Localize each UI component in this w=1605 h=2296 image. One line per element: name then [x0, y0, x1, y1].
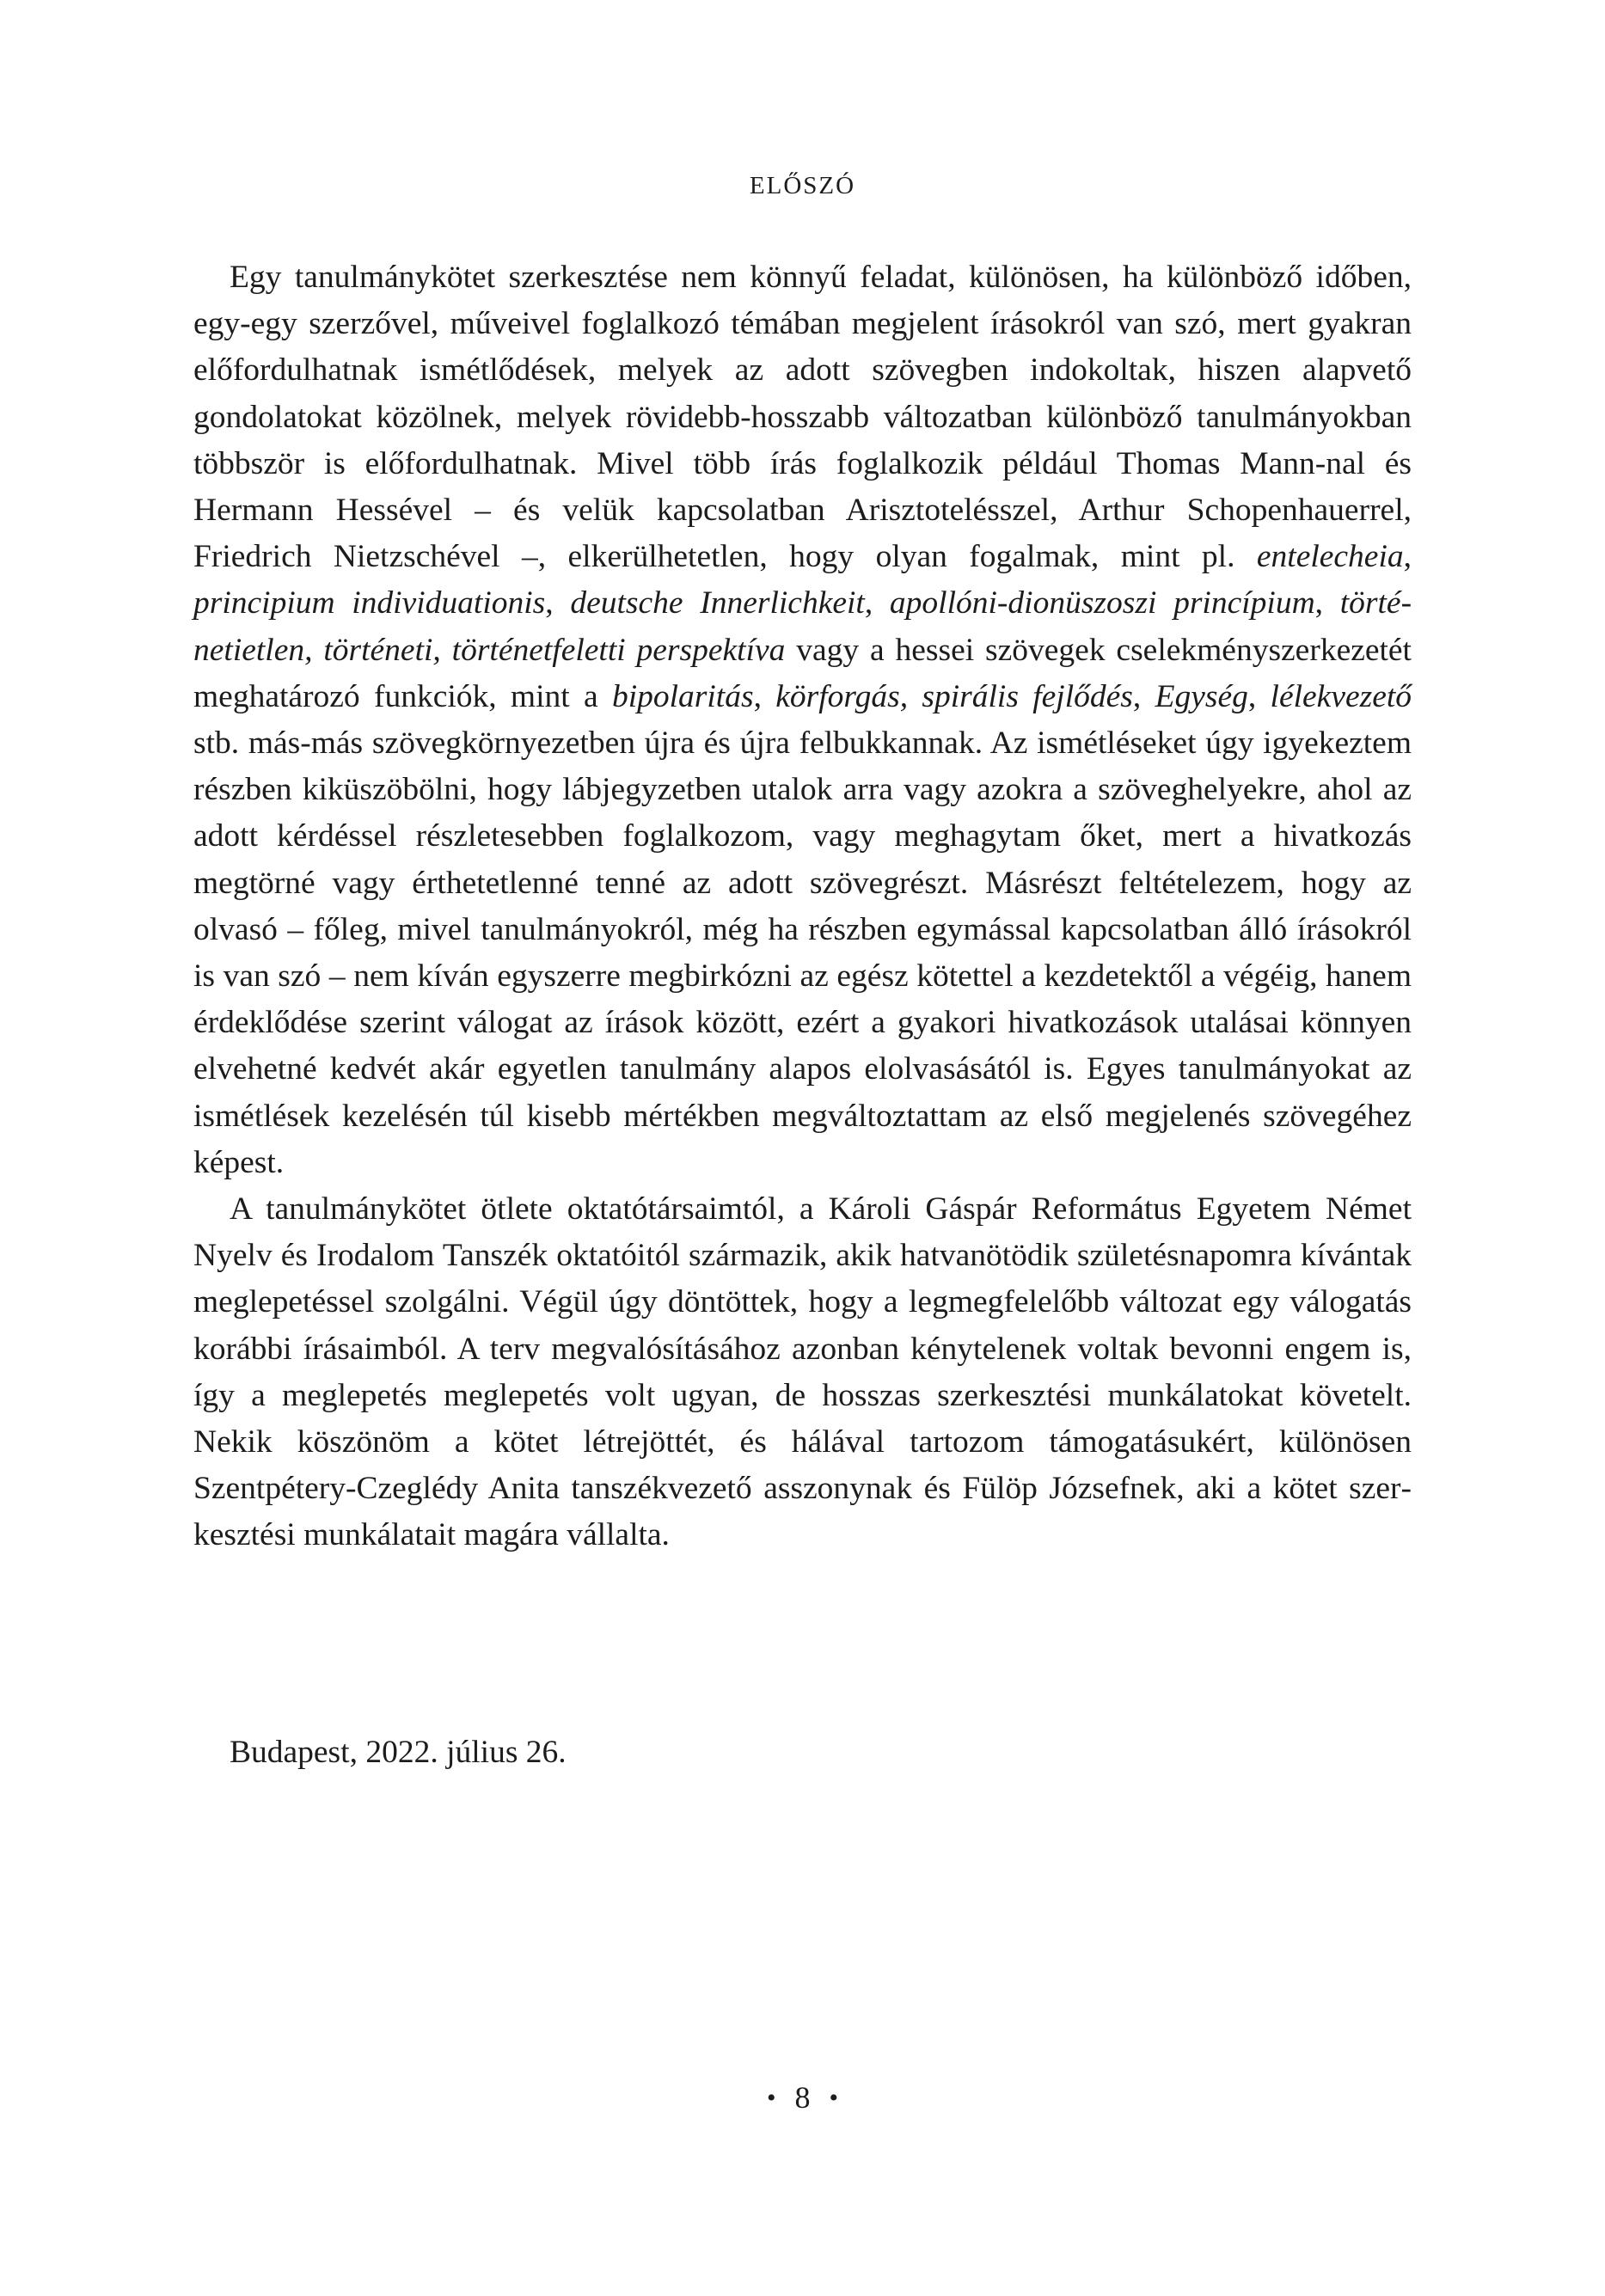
running-head: ELŐSZÓ: [749, 172, 856, 199]
italic-term: entelecheia: [1256, 539, 1404, 575]
italic-term: lélekvezető: [1270, 678, 1412, 714]
text-run: vagy a hessei szövegek cselekményszerkezetét meghatározó funkciók, mint a: [193, 632, 1412, 714]
italic-term: bipolaritás: [611, 678, 754, 714]
folio-ornament-left: •: [766, 2084, 776, 2112]
italic-term: principium individuationis: [193, 585, 546, 621]
text-run: stb. más-más szövegkörnyezetben újra és újra felbukkannak. Az ismétléseket úgy igyekeztem részben kiküszöbölni, hogy lábjegyzetben utalok arra vagy azokra a szöveghelyekre, ahol az adott kérdéssel részletesebben foglalkozom, vagy meghagytam őket, mert a hivatkozás megtörné vagy érthetetlenné tenné az adott szövegrészt. Másrészt feltételezem, hogy az olvasó – főleg, mivel tanulmányokról, még ha részben egymással kapcsolatban álló írásokról is van szó – nem kíván egyszerre megbirkózni az egész kötettel a kezdetektől a végéig, hanem érdeklődése szerint válogat az írások között, ezért a gyakori hivatkozások utalásai könnyen elvehetné kedvét akár egyetlen tanulmány alapos elolvasásától is. Egyes tanulmányokat az ismétlések kezelésén túl kisebb mértékben megváltoztattam az első megjelenés szövegéhez képest.: [193, 726, 1412, 1180]
text-run: ,: [1132, 678, 1155, 714]
text-run: ,: [1314, 585, 1340, 621]
page-number-value: 8: [794, 2080, 811, 2115]
paragraph: [193, 1186, 1412, 1559]
italic-term: történetietlen, történeti, történetfeletti perspektíva: [193, 585, 1412, 668]
italic-term: deutsche Innerlichkeit: [570, 585, 865, 621]
text-run: ,: [753, 678, 776, 714]
italic-term: apollóni-dionüszoszi princípium: [889, 585, 1315, 621]
page-number: [0, 2079, 1605, 2117]
text-run: ,: [1247, 678, 1271, 714]
folio-ornament-right: •: [829, 2084, 839, 2112]
italic-term: Egység: [1155, 678, 1248, 714]
text-run: ,: [545, 585, 571, 621]
body-text: [193, 254, 1412, 1559]
paragraph: [193, 254, 1412, 1186]
text-run: ,: [1403, 539, 1412, 575]
text-run: A tanulmánykötet ötlete oktatótársaimtól, a Károli Gáspár Református Egyetem Német Nyelv és Irodalom Tanszék oktatóitól származik, akik hatvanötödik születésnapomra kívántak meglepetéssel szolgálni. Végül úgy döntöttek, hogy a legmegfelelőbb változat egy válogatás korábbi írásaimból. A terv megvalósításához azonban kénytelenek voltak bevonni engem is, így a meglepetés meglepetés volt ugyan, de hosszas szerkesztési munkálatokat követelt. Nekik köszönöm a kötet létrejöttét, és hálával tartozom támogatásukért, különösen Szentpétery-Czeglédy Anita tanszékvezető asszonynak és Fülöp Józsefnek, aki a kötet szerkesztési munkálatait magára vállalta.: [193, 1191, 1412, 1553]
dateline: Budapest, 2022. július 26.: [230, 1735, 567, 1770]
italic-term: körforgás, spirális fejlődés: [775, 678, 1133, 714]
text-run: Egy tanulmánykötet szerkesztése nem könnyű feladat, különösen, ha különböző időben, egy-egy szerzővel, műveivel foglalkozó témában megjelent írásokról van szó, mert gyakran előfordulhatnak ismétlődések, melyek az adott szövegben indokoltak, hiszen alapvető gondolatokat közölnek, melyek rövidebb-hosszabb változatban különböző tanulmányokban többször is előfordulhatnak. Mivel több írás foglalkozik például Thomas Mann-nal és Hermann Hessével – és velük kapcsolatban Arisztotelésszel, Arthur Schopenhauerrel, Friedrich Nietzschével –, elkerülhetetlen, hogy olyan fogalmak, mint pl.: [193, 260, 1412, 575]
text-run: ,: [864, 585, 890, 621]
